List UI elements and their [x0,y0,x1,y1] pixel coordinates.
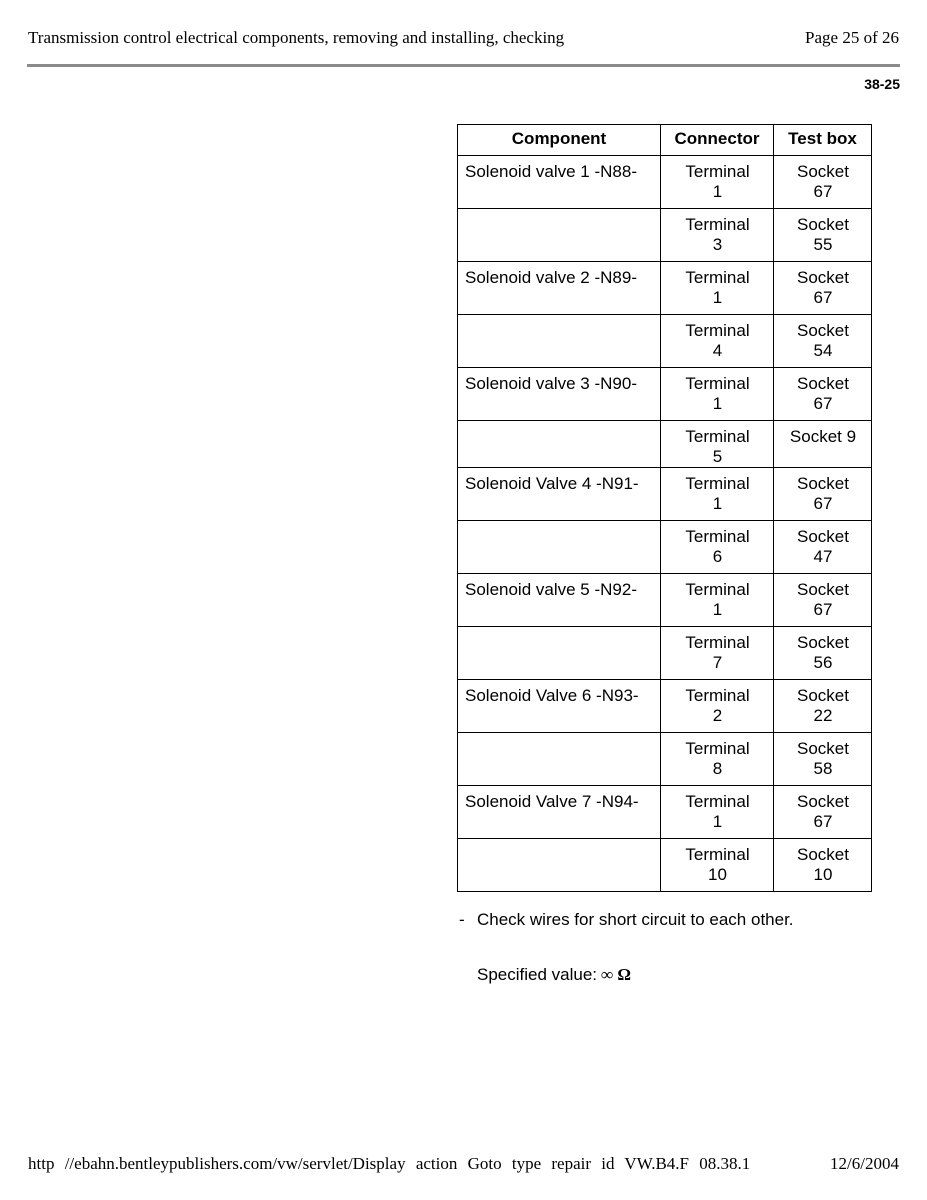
connector-value: Terminal 1 [685,374,750,413]
connector-cell [661,521,774,574]
component-cell: Solenoid valve 5 -N92- [458,574,661,627]
component-cell [458,733,661,786]
section-page-code: 38-25 [864,76,900,92]
table-row [458,315,872,368]
test-box-cell [774,421,872,468]
test-box-value: Socket 67 [797,268,849,307]
connector-value: Terminal 1 [685,474,750,513]
test-box-value: Socket 22 [797,686,849,725]
test-box-cell [774,733,872,786]
test-box-cell [774,368,872,421]
page-indicator: Page 25 of 26 [805,28,899,47]
footer-url: http //ebahn.bentleypublishers.com/vw/servlet/Display action Goto type repair id VW.B4.F 08.38.1 [28,1154,751,1173]
connector-value: Terminal 4 [685,321,750,360]
connector-cell [661,468,774,521]
test-box-value: Socket 67 [797,580,849,619]
table-header-row [458,125,872,156]
test-box-value: Socket 54 [797,321,849,360]
document-title: Transmission control electrical components, removing and installing, checking [28,28,565,47]
table-row [458,421,872,468]
connector-value: Terminal 3 [685,215,750,254]
test-box-cell [774,786,872,839]
test-box-cell [774,156,872,209]
table-row [458,574,872,627]
column-header-component: Component [458,125,661,156]
instruction-text: Check wires for short circuit to each other. [477,910,794,929]
test-box-cell [774,521,872,574]
component-cell [458,209,661,262]
test-box-cell [774,209,872,262]
column-header-test-box: Test box [774,125,872,156]
instruction-step [459,910,794,930]
test-box-value: Socket 67 [797,162,849,201]
test-box-value: Socket 67 [797,374,849,413]
table-row [458,733,872,786]
connector-cell [661,733,774,786]
connector-cell [661,315,774,368]
test-box-cell [774,839,872,892]
connector-cell [661,156,774,209]
connector-cell [661,421,774,468]
test-box-cell [774,574,872,627]
test-box-value: Socket 55 [797,215,849,254]
header-divider [27,64,900,67]
component-cell [458,521,661,574]
table-row [458,468,872,521]
test-box-value: Socket 47 [797,527,849,566]
component-cell: Solenoid valve 2 -N89- [458,262,661,315]
connector-value: Terminal 7 [685,633,750,672]
component-cell: Solenoid Valve 4 -N91- [458,468,661,521]
connector-value: Terminal 1 [685,268,750,307]
connector-cell [661,209,774,262]
connector-cell [661,786,774,839]
specified-value-line [477,965,631,985]
connector-value: Terminal 10 [685,845,750,884]
connector-value: Terminal 2 [685,686,750,725]
step-dash: - [459,910,465,929]
connector-cell [661,839,774,892]
column-header-connector: Connector [661,125,774,156]
specified-value-label: Specified value: [477,965,598,984]
connector-cell [661,680,774,733]
connector-cell [661,574,774,627]
connector-cell [661,627,774,680]
table-row [458,156,872,209]
connector-cell [661,262,774,315]
connector-value: Terminal 1 [685,580,750,619]
connector-value: Terminal 1 [685,162,750,201]
footer-date: 12/6/2004 [830,1154,899,1173]
table-row [458,839,872,892]
test-box-cell [774,468,872,521]
test-box-value: Socket 58 [797,739,849,778]
component-cell: Solenoid valve 3 -N90- [458,368,661,421]
test-box-value: Socket 9 [789,427,857,446]
component-cell [458,315,661,368]
component-cell: Solenoid valve 1 -N88- [458,156,661,209]
test-box-cell [774,262,872,315]
component-cell: Solenoid Valve 6 -N93- [458,680,661,733]
component-cell [458,421,661,468]
test-box-cell [774,627,872,680]
test-box-cell [774,315,872,368]
test-box-cell [774,680,872,733]
table-row [458,786,872,839]
table-row [458,209,872,262]
test-box-value: Socket 10 [797,845,849,884]
table-row [458,680,872,733]
connector-value: Terminal 1 [685,792,750,831]
connector-value: Terminal 5 [685,427,750,466]
test-box-value: Socket 67 [797,792,849,831]
table-row [458,368,872,421]
component-cell [458,839,661,892]
connector-value: Terminal 8 [685,739,750,778]
table-row [458,262,872,315]
table-row [458,521,872,574]
component-cell [458,627,661,680]
connector-test-table [457,124,872,892]
table-row [458,627,872,680]
connector-value: Terminal 6 [685,527,750,566]
connector-cell [661,368,774,421]
test-box-value: Socket 67 [797,474,849,513]
component-cell: Solenoid Valve 7 -N94- [458,786,661,839]
specified-value: ∞ Ω [601,965,632,984]
test-box-value: Socket 56 [797,633,849,672]
